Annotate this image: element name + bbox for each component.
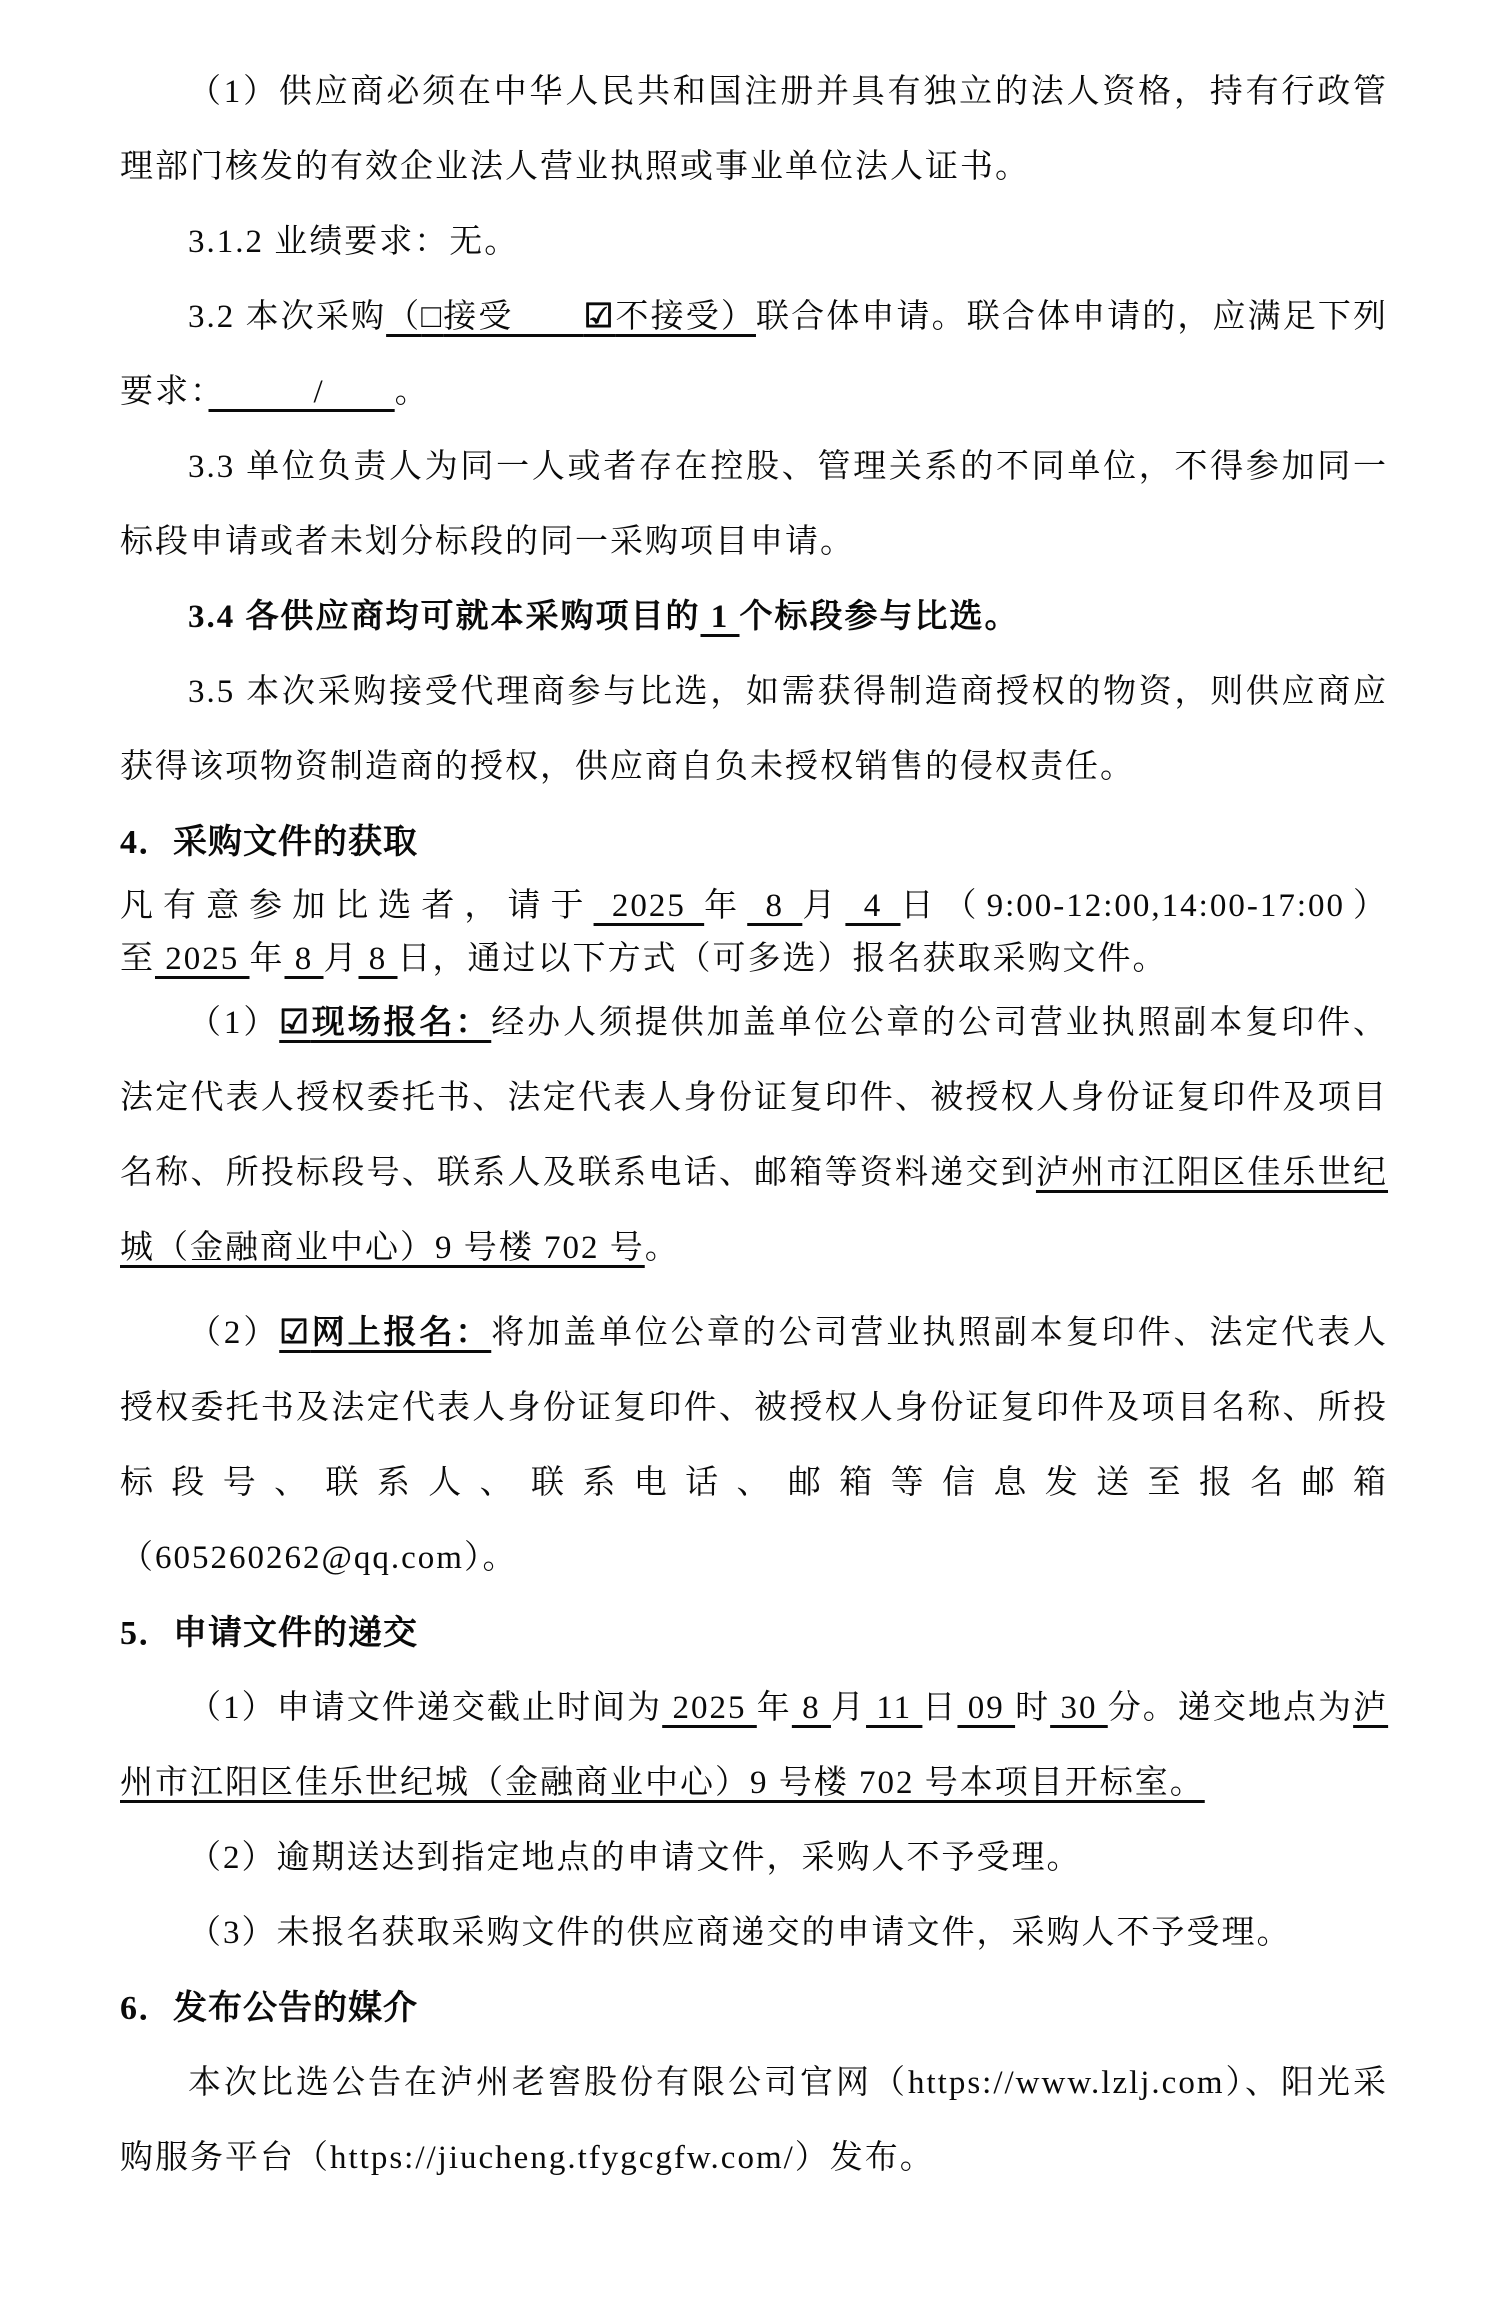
text-run: 时 xyxy=(1015,1690,1051,1726)
text-run: 年 xyxy=(756,1690,792,1726)
text-run: / xyxy=(208,374,395,410)
text-run: 月 xyxy=(830,1690,867,1726)
text-run: 1 xyxy=(700,599,740,635)
text-run: 日 xyxy=(922,1690,958,1726)
text-run: 泸州市江阳区佳乐世纪城（金融商业中心）9 号楼 702 号本项目开标室。 xyxy=(120,1690,1389,1801)
text-run: 月 xyxy=(802,888,846,924)
text-run: （1）申请文件递交截止时间为 xyxy=(188,1690,663,1726)
text-run: （2） xyxy=(188,1315,280,1351)
checkbox-checked-icon: ☑ xyxy=(279,1005,311,1041)
text-run: 8 xyxy=(358,941,398,977)
text-run: 日（9:00-12:00,14:00-17:00）至 xyxy=(120,888,1389,977)
text-run: 泸州市江阳区佳乐世纪城（金融商业中心）9 号楼 702 号 xyxy=(120,1155,1389,1266)
text-run: 接受 xyxy=(443,299,584,335)
para-5-3-unregistered xyxy=(120,1896,1388,1971)
text-run: 年 xyxy=(249,941,285,977)
text-run: 分。递交地点为 xyxy=(1107,1690,1354,1726)
text-run: 3.2 本次采购 xyxy=(188,299,387,335)
text-run: 个标段参与比选。 xyxy=(739,599,1020,635)
para-4-1-onsite-registration xyxy=(120,986,1388,1286)
text-run: （2）逾期送达到指定地点的申请文件，采购人不予受理。 xyxy=(188,1840,1082,1876)
text-run: 2025 xyxy=(662,1690,757,1726)
text-run: 09 xyxy=(957,1690,1016,1726)
text-run: 。 xyxy=(394,374,430,410)
text-run: 不接受） xyxy=(615,299,756,335)
checkbox-checked-icon: ☑ xyxy=(279,1315,311,1351)
text-run: 本次比选公告在泸州老窖股份有限公司官网（https://www.lzlj.com）、阳光采购服务平台（https://jiucheng.tfygcgfw.com/）发布。 xyxy=(120,2065,1388,2176)
text-run: 现场报名： xyxy=(310,1005,492,1041)
para-3-2-consortium xyxy=(120,280,1388,430)
para-4-intro-dates xyxy=(120,880,1388,986)
text-run: 经办人须提供加盖单位公章的公司营业执照副本复印件、法定代表人授权委托书、法定代表人身份证复印件、被授权人身份证复印件及项目名称、所投标段号、联系人及联系电话、邮箱等资料递交到 xyxy=(120,1005,1388,1191)
text-run: 2025 xyxy=(593,888,705,924)
para-5-2-overdue xyxy=(120,1821,1388,1896)
para-3-1-2-performance xyxy=(120,205,1388,280)
para-3-3-same-responsible-person xyxy=(120,430,1388,580)
text-run: 8 xyxy=(284,941,324,977)
text-run: 2025 xyxy=(155,941,250,977)
text-run: 11 xyxy=(866,1690,923,1726)
text-run: 将加盖单位公章的公司营业执照副本复印件、法定代表人授权委托书及法定代表人身份证复印件、被授权人身份证复印件及项目名称、所投标段号、联系人、联系电话、邮箱等信息发送至报名邮箱（605260262@qq.com）。 xyxy=(120,1315,1388,1576)
text-run: 网上报名： xyxy=(310,1315,492,1351)
text-run: 3.1.2 业绩要求：无。 xyxy=(188,224,520,260)
text-run: 5．申请文件的递交 xyxy=(120,1615,418,1652)
text-run: 3.4 各供应商均可就本采购项目的 xyxy=(188,599,701,635)
text-run: （3）未报名获取采购文件的供应商递交的申请文件，采购人不予受理。 xyxy=(188,1915,1292,1951)
text-run: 3.5 本次采购接受代理商参与比选，如需获得制造商授权的物资，则供应商应获得该项物资制造商的授权，供应商自负未授权销售的侵权责任。 xyxy=(120,674,1388,785)
heading-6-announcement-media xyxy=(120,1971,1388,2046)
text-run: 月 xyxy=(323,941,359,977)
text-run: 。 xyxy=(644,1230,680,1266)
para-supplier-qualification xyxy=(120,55,1388,205)
text-run: 8 xyxy=(747,888,803,924)
text-run: 凡有意参加比选者，请于 xyxy=(120,888,594,924)
text-run: 日，通过以下方式（可多选）报名获取采购文件。 xyxy=(397,941,1168,977)
text-run: 6．发布公告的媒介 xyxy=(120,1990,418,2027)
text-run: 4 xyxy=(845,888,901,924)
text-run: （1）供应商必须在中华人民共和国注册并具有独立的法人资格，持有行政管理部门核发的有效企业法人营业执照或事业单位法人证书。 xyxy=(120,74,1388,185)
para-4-2-online-registration xyxy=(120,1296,1388,1596)
text-run: （1） xyxy=(188,1005,280,1041)
text-run: 联合体申请。联合体申请的，应满足下列要求： xyxy=(120,299,1389,410)
heading-5-application-submission xyxy=(120,1596,1388,1671)
text-run: （ xyxy=(386,299,422,335)
checkbox-unchecked-icon: □ xyxy=(421,299,444,335)
text-run: 4．采购文件的获取 xyxy=(120,824,418,861)
checkbox-checked-icon: ☑ xyxy=(583,299,616,335)
para-3-5-agents xyxy=(120,655,1388,805)
text-run: 3.3 单位负责人为同一人或者存在控股、管理关系的不同单位，不得参加同一标段申请或者未划分标段的同一采购项目申请。 xyxy=(120,449,1388,560)
para-3-4-lot-participation xyxy=(120,580,1388,655)
para-6-1-media xyxy=(120,2046,1388,2196)
para-5-1-deadline xyxy=(120,1671,1388,1821)
text-run: 8 xyxy=(791,1690,831,1726)
heading-4-document-acquisition xyxy=(120,805,1388,880)
text-run: 30 xyxy=(1050,1690,1108,1726)
text-run: 年 xyxy=(704,888,748,924)
